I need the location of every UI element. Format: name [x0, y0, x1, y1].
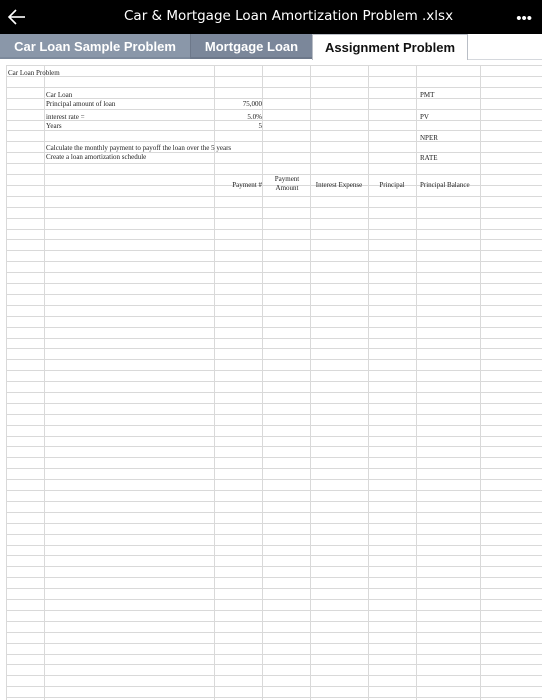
header-payment-number[interactable]: Payment #	[232, 181, 262, 189]
instruction-1[interactable]: Calculate the monthly payment to payoff the loan over the 5 years	[46, 144, 232, 152]
header-payment-amount-line2[interactable]: Amount	[275, 184, 299, 192]
title-bar	[0, 0, 542, 34]
arrow-left-icon[interactable]	[6, 6, 28, 28]
document-title: Car & Mortgage Loan Amortization Problem .xlsx	[124, 8, 454, 24]
function-nper[interactable]: NPER	[420, 134, 438, 142]
rate-label[interactable]: interest rate =	[46, 113, 85, 121]
principal-label[interactable]: Principal amount of loan	[46, 100, 116, 108]
header-payment-amount-line1[interactable]: Payment	[274, 175, 300, 183]
instruction-2[interactable]: Create a loan amortization schedule	[46, 153, 147, 161]
tab-car-loan-sample-problem[interactable]: Car Loan Sample Problem	[0, 34, 190, 59]
tab-assignment-problem[interactable]: Assignment Problem	[312, 34, 468, 60]
function-pv[interactable]: PV	[420, 113, 429, 121]
function-rate[interactable]: RATE	[420, 154, 438, 162]
ellipsis-icon[interactable]: •••	[516, 10, 532, 27]
tab-mortgage-loan[interactable]: Mortgage Loan	[190, 34, 312, 59]
section-label[interactable]: Car Loan	[46, 91, 73, 99]
years-value[interactable]: 5	[258, 122, 262, 130]
header-principal-balance[interactable]: Principal Balance	[420, 181, 470, 189]
sheet-header[interactable]: Car Loan Problem	[8, 69, 60, 77]
sheet-tab-bar	[0, 34, 542, 62]
spreadsheet-grid[interactable]	[0, 62, 542, 700]
tab-divider	[468, 59, 542, 60]
years-label[interactable]: Years	[46, 122, 62, 130]
principal-value[interactable]: 75,000	[242, 100, 262, 108]
header-principal[interactable]: Principal	[379, 181, 405, 189]
rate-value[interactable]: 5.0%	[247, 113, 262, 121]
function-pmt[interactable]: PMT	[420, 91, 435, 99]
header-interest-expense[interactable]: Interest Expense	[315, 181, 363, 189]
